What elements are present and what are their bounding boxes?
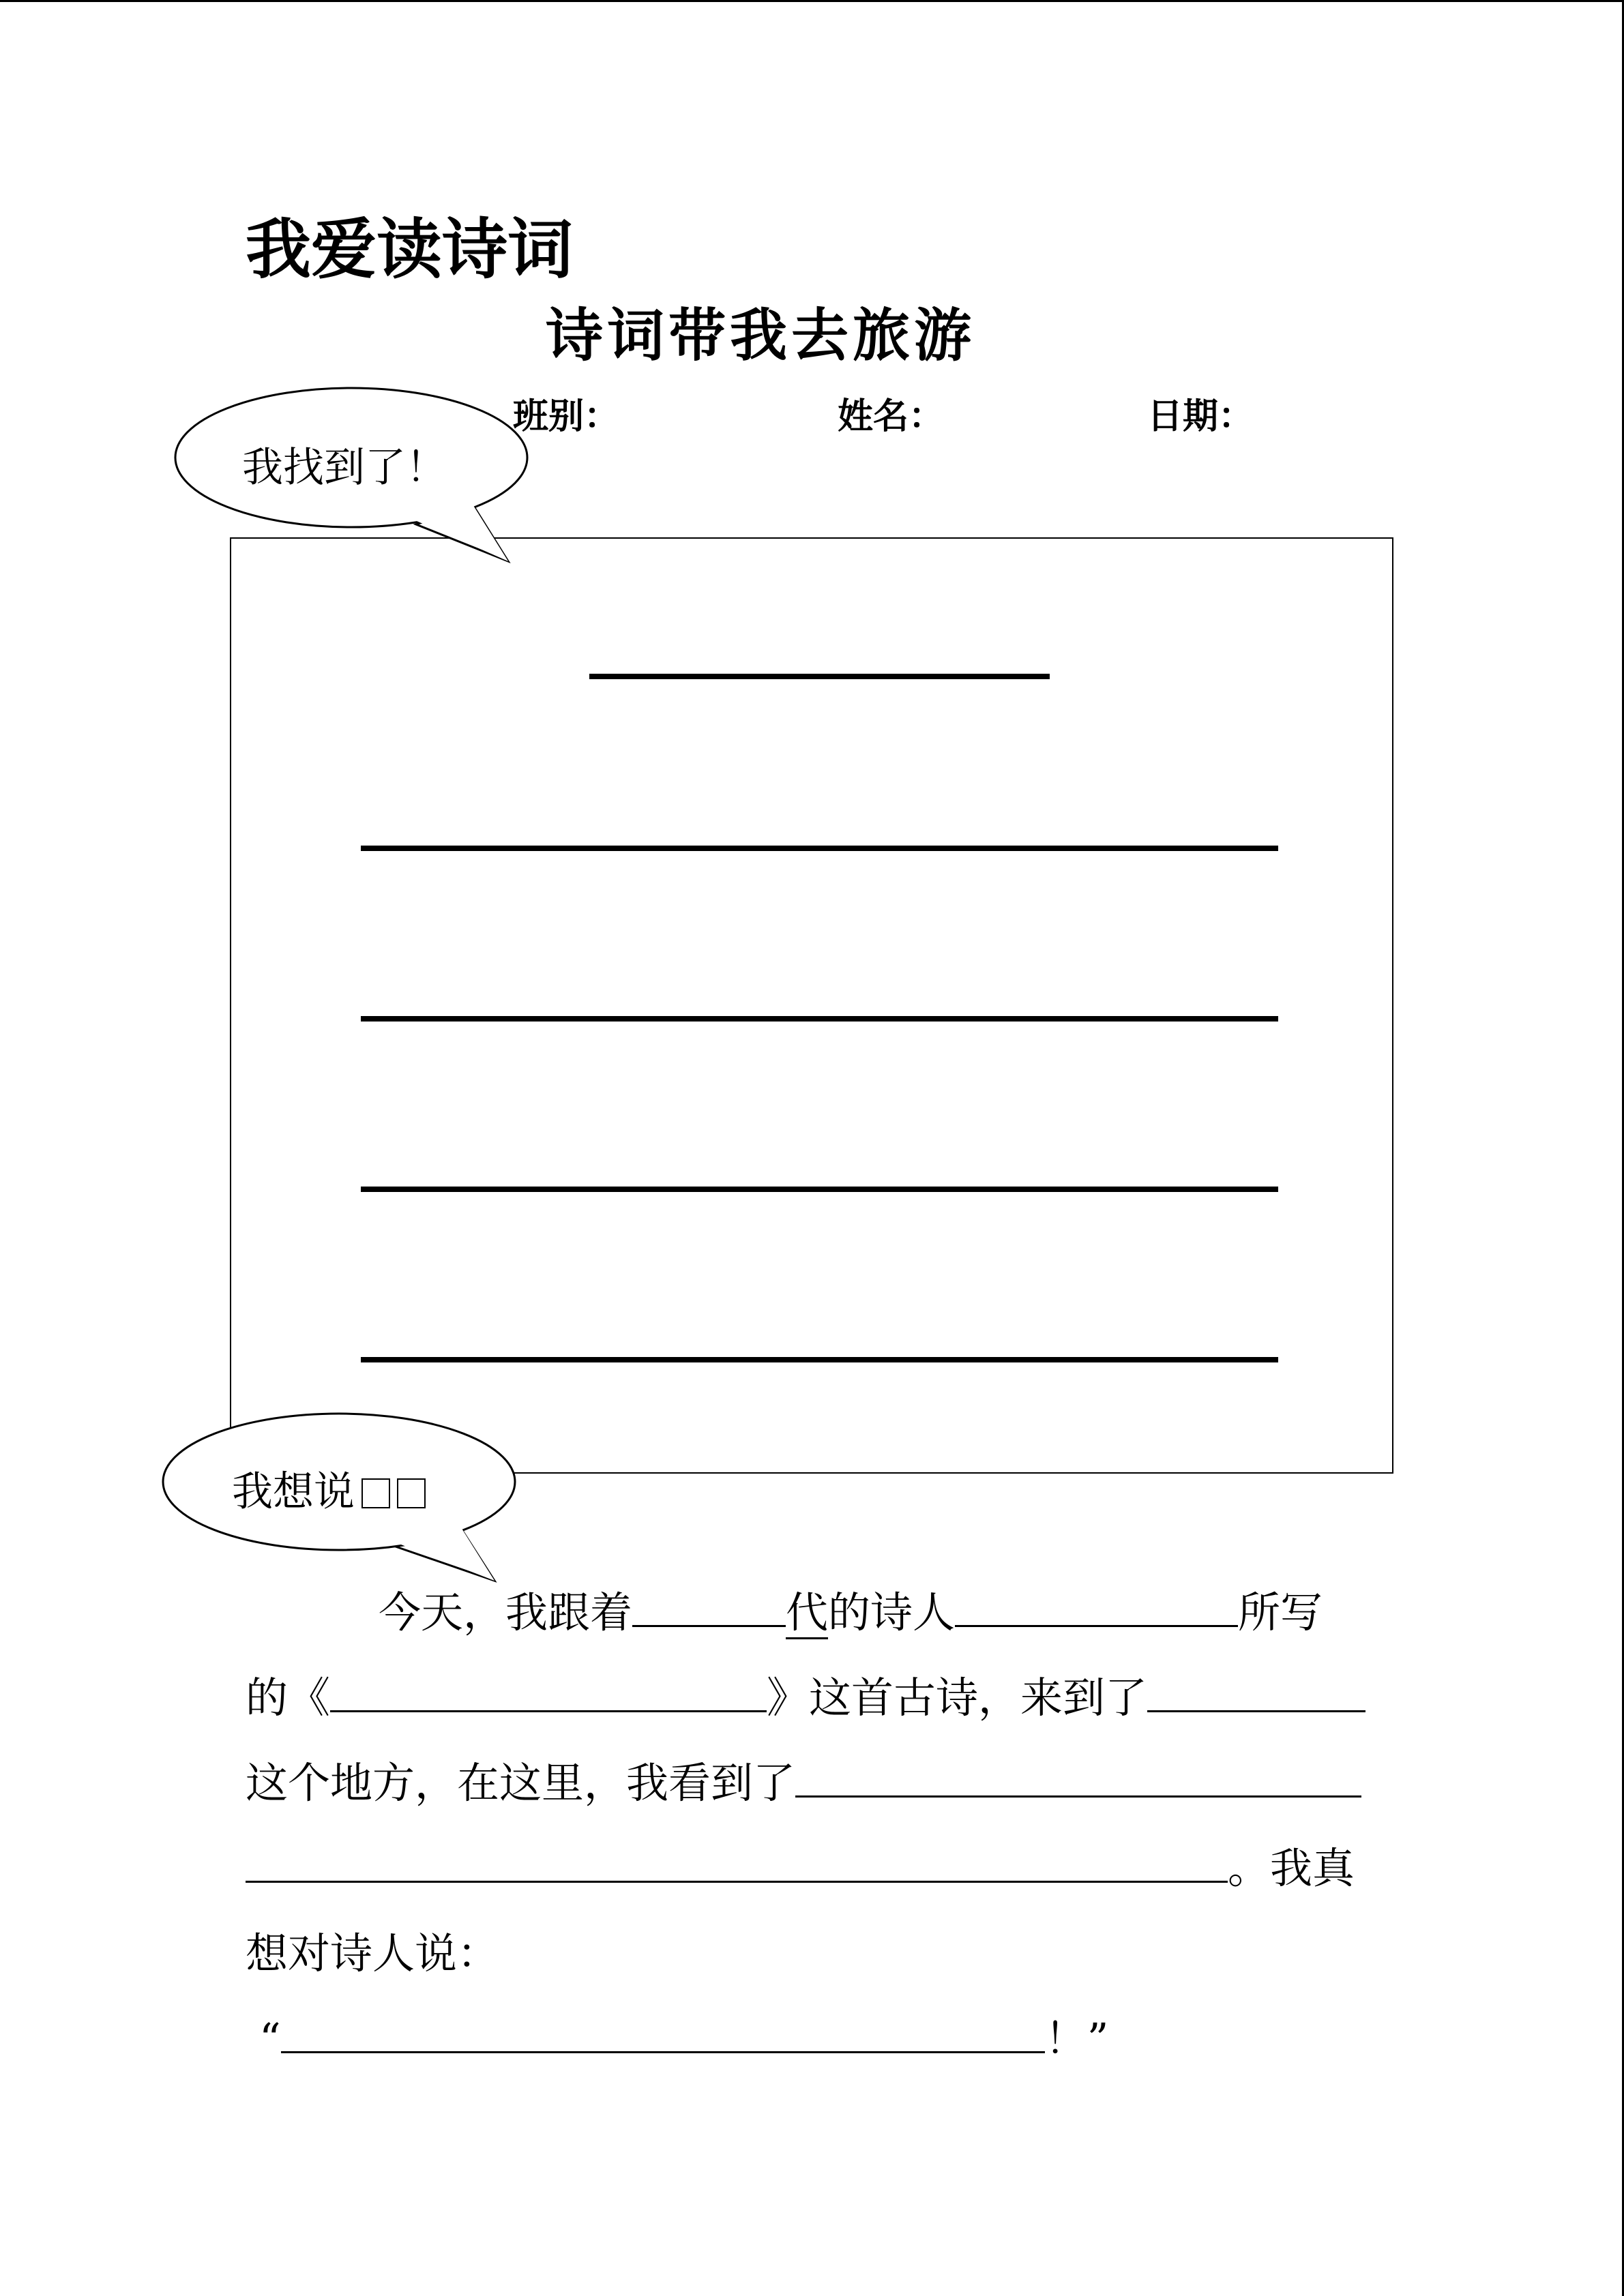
prompt-line-2: 的《 》这首古诗，来到了 <box>246 1664 1365 1725</box>
place-blank[interactable] <box>1147 1671 1365 1712</box>
saw-blank-1[interactable] <box>795 1756 1361 1798</box>
poem-line-3[interactable] <box>361 1187 1278 1192</box>
class-label: 班别： <box>513 396 620 437</box>
placeholder-box <box>397 1478 426 1508</box>
dynasty-blank[interactable] <box>632 1585 786 1627</box>
worksheet-subtitle: 诗词带我去旅游 <box>546 301 976 369</box>
prompt-line-4: 。我真 <box>246 1834 1355 1895</box>
prompt-line-1: 今天，我跟着 代的诗人 所写 <box>379 1579 1323 1639</box>
bubble-want-to-say-text: 我想说 <box>232 1459 426 1518</box>
poem-line-1[interactable] <box>361 846 1278 851</box>
poem-title-blank[interactable] <box>330 1671 767 1712</box>
bubble-found-text: 我找到了！ <box>242 444 447 492</box>
message-to-poet-blank[interactable] <box>281 2012 1045 2053</box>
prompt-line-6: “ ！” <box>259 2005 1108 2066</box>
poem-line-4[interactable] <box>361 1357 1278 1362</box>
date-label: 日期： <box>1147 396 1254 437</box>
worksheet-heading: 我爱读诗词 <box>246 211 573 288</box>
poet-name-blank[interactable] <box>955 1585 1238 1627</box>
poem-title-line[interactable] <box>589 674 1050 679</box>
poem-writing-frame <box>230 537 1393 1474</box>
placeholder-box <box>361 1478 390 1508</box>
prompt-line-3: 这个地方，在这里，我看到了 <box>246 1749 1361 1810</box>
saw-blank-2[interactable] <box>246 1841 1228 1883</box>
poem-line-2[interactable] <box>361 1016 1278 1022</box>
prompt-line-5: 想对诗人说： <box>246 1928 500 1978</box>
name-label: 姓名： <box>838 396 945 437</box>
